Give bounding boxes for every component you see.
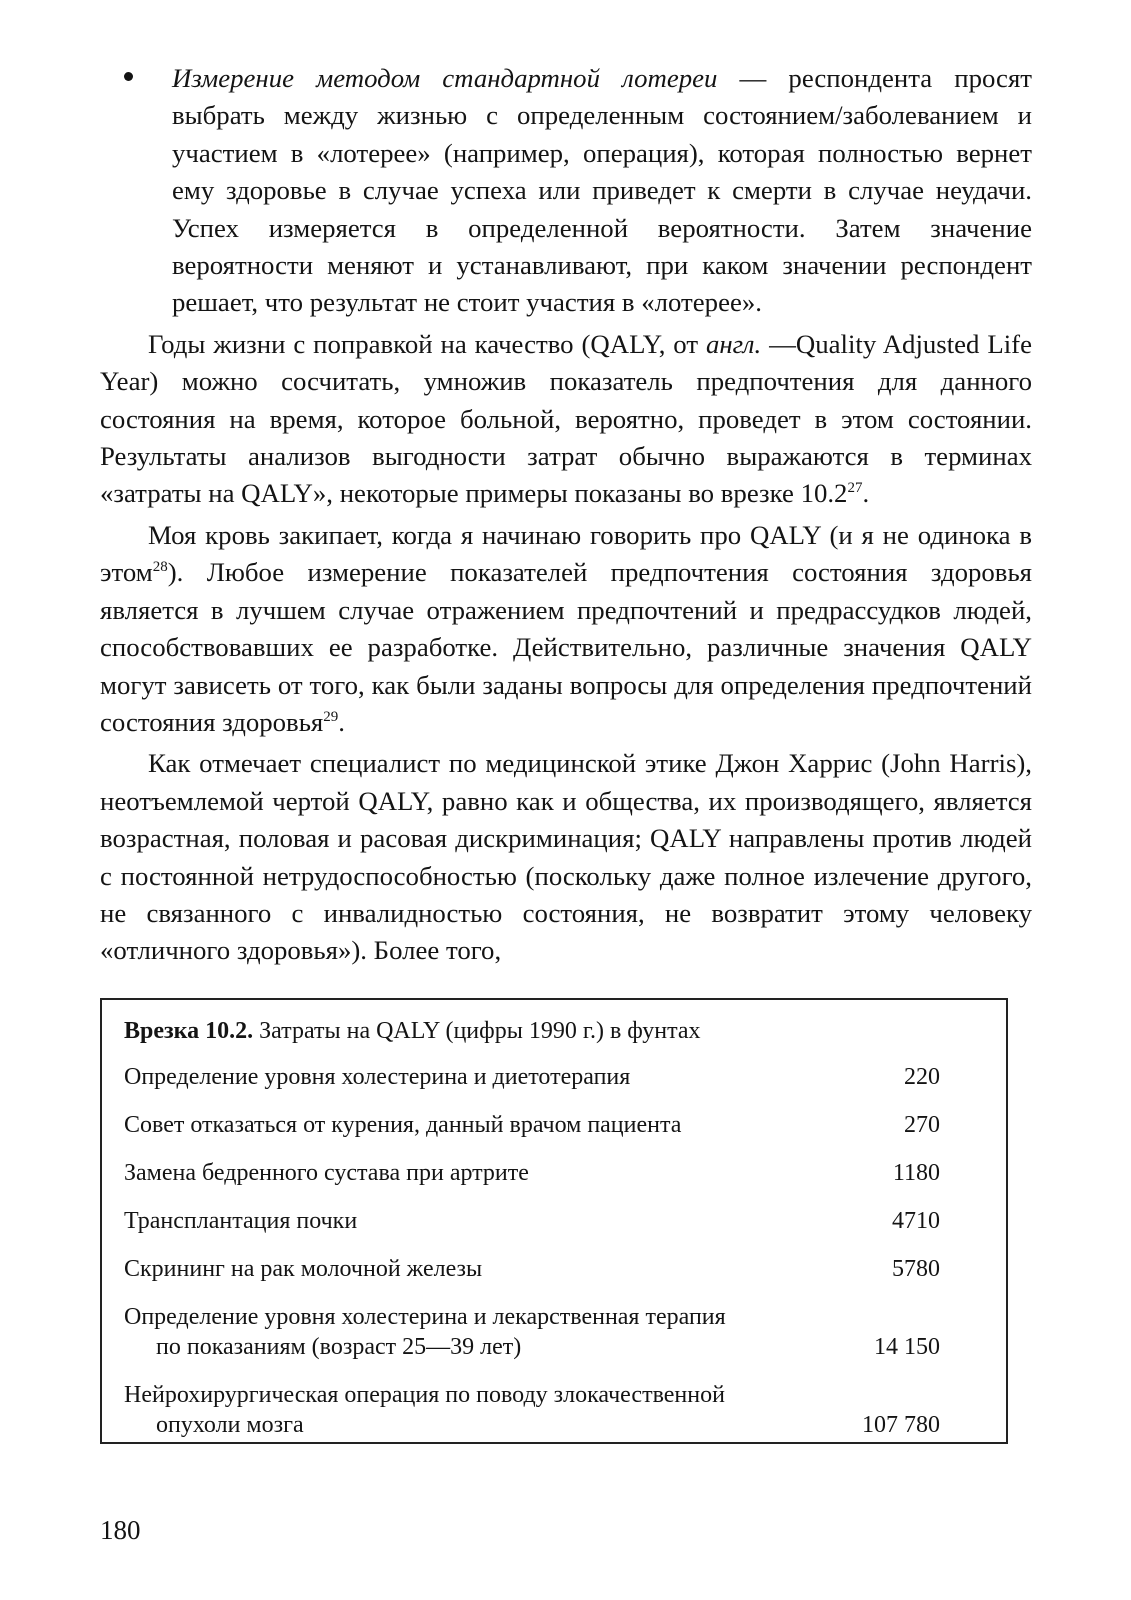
row-label xyxy=(124,1302,800,1362)
text-segment: Моя кровь закипает, когда я начинаю говорить про QALY (и я не одинока в этом xyxy=(100,519,1032,588)
row-value: 107 780 xyxy=(862,1412,940,1438)
table-row xyxy=(124,1110,940,1140)
paragraph-qaly-definition xyxy=(100,326,1032,513)
row-label-line: Трансплантация почки xyxy=(124,1208,358,1234)
text-segment: Как отмечает специалист по медицинской этике Джон Харрис (John Harris), неотъемлемой чертой QALY, равно как и общества, их производящего, является возрастная, половая и расовая дискриминация; QALY направлены против людей с постоянной нетрудоспособностью (поскольку даже полное излечение другого, не связанного с инвалидностью состояния, не возвратит этому человеку «отличного здоровья»). Более того, xyxy=(100,748,1032,966)
footnote-ref: 29 xyxy=(323,708,339,725)
text-segment: . xyxy=(862,478,870,509)
row-label xyxy=(124,1062,800,1092)
row-value: 4710 xyxy=(892,1208,940,1234)
table-row xyxy=(124,1380,940,1440)
page-number: 180 xyxy=(100,1515,141,1545)
row-label-line: Нейрохирургическая операция по поводу злокачественной xyxy=(124,1382,725,1408)
text-segment: Годы жизни с поправкой на качество (QALY, от xyxy=(148,328,706,359)
paragraph-harris xyxy=(100,745,1032,969)
table-row xyxy=(124,1062,940,1092)
row-label xyxy=(124,1254,800,1284)
footnote-ref: 27 xyxy=(847,480,863,497)
text-segment: . xyxy=(338,706,345,737)
row-value: 5780 xyxy=(892,1256,940,1282)
table-row xyxy=(124,1302,940,1362)
row-label-line: Совет отказаться от курения, данный врачом пациента xyxy=(124,1112,682,1138)
sidebox-title xyxy=(124,1016,940,1046)
paragraph-opinion xyxy=(100,517,1032,741)
row-label xyxy=(124,1158,800,1188)
row-value: 1180 xyxy=(892,1160,940,1186)
row-label-continuation: опухоли мозга xyxy=(156,1412,304,1438)
sidebox-table xyxy=(124,1062,940,1440)
text-segment: ). Любое измерение показателей предпочтения состояния здоровья является в лучшем случае отражением предпочтений и предрассудков людей, способствовавших ее разработке. Действительно, различные значения QALY могут зависеть от того, как были заданы вопросы для определения предпочтений состояния здоровья xyxy=(100,557,1032,737)
sidebox-label: Врезка 10.2. xyxy=(124,1018,254,1044)
text-italic: англ. xyxy=(705,328,762,359)
table-row xyxy=(124,1254,940,1284)
row-label-line: Определение уровня холестерина и диетотерапия xyxy=(124,1064,631,1090)
bullet-lead: Измерение методом стандартной лотереи xyxy=(172,63,718,93)
row-label-continuation: по показаниям (возраст 25—39 лет) xyxy=(156,1334,522,1360)
page-body xyxy=(100,60,1032,970)
row-label xyxy=(124,1110,800,1140)
row-label xyxy=(124,1206,800,1236)
row-value: 220 xyxy=(904,1064,940,1090)
table-row xyxy=(124,1206,940,1236)
footnote-ref: 28 xyxy=(152,559,168,576)
bullet-icon xyxy=(124,72,133,81)
row-label xyxy=(124,1380,800,1440)
row-label-line: Скрининг на рак молочной железы xyxy=(124,1256,483,1282)
table-row xyxy=(124,1158,940,1188)
sidebox-10-2 xyxy=(100,998,1008,1444)
sidebox-title-text: Затраты на QALY (цифры 1990 г.) в фунтах xyxy=(253,1018,701,1044)
row-label-line: Замена бедренного сустава при артрите xyxy=(124,1160,529,1186)
bullet-paragraph xyxy=(172,60,1032,322)
row-value: 270 xyxy=(904,1112,940,1138)
row-label-line: Определение уровня холестерина и лекарственная терапия xyxy=(124,1304,726,1330)
text-segment: —Quality Adjusted Life Year) можно сосчитать, умножив показатель предпочтения для данного состояния на время, которое больной, вероятно, проведет в этом состоянии. Результаты анализов выгодности затрат обычно выражаются в терминах «затраты на QALY», некоторые примеры показаны во врезке 10.2 xyxy=(100,328,1032,509)
bullet-item xyxy=(100,60,1032,322)
row-value: 14 150 xyxy=(874,1334,940,1360)
bullet-text: — респондента просят выбрать между жизнью с определенным состоянием/заболеванием и участием в «лотерее» (например, операция), которая полностью вернет ему здоровье в случае успеха или приведет к смерти в случае неудачи. Успех измеряется в определенной вероятности. Затем значение вероятности меняют и устанавливают, при каком значении респондент решает, что результат не стоит участия в «лотерее». xyxy=(172,63,1032,318)
